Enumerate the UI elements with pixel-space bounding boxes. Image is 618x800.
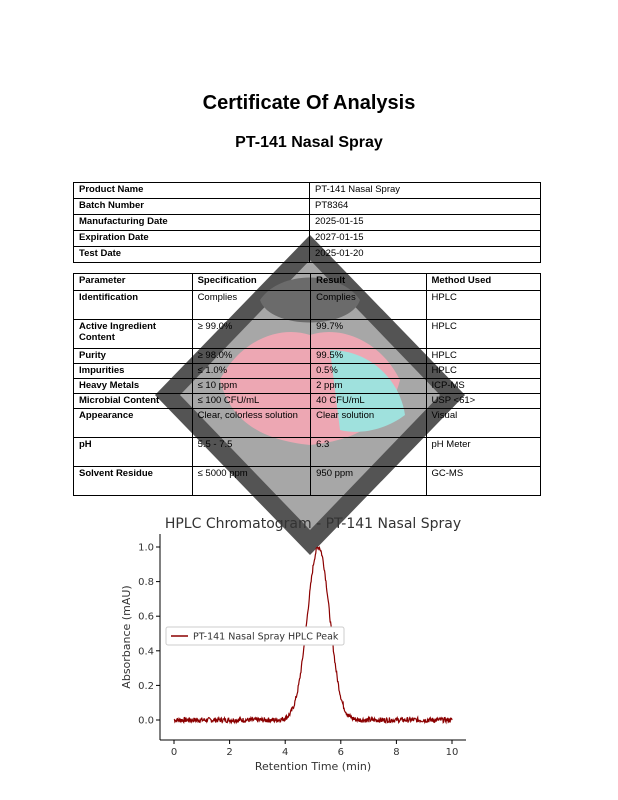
results-header-cell: Result: [311, 274, 426, 291]
x-tick-label: 8: [393, 747, 400, 758]
results-cell: ICP-MS: [426, 379, 540, 394]
product-info-row: [74, 247, 541, 263]
results-cell: Appearance: [74, 409, 193, 438]
results-cell: Complies: [192, 291, 311, 320]
results-cell: 5.5 - 7.5: [192, 438, 311, 467]
results-row: [74, 349, 541, 364]
results-row: [74, 379, 541, 394]
results-cell: HPLC: [426, 291, 540, 320]
results-row: [74, 394, 541, 409]
results-cell: HPLC: [426, 349, 540, 364]
chart-title: HPLC Chromatogram - PT-141 Nasal Spray: [164, 516, 462, 532]
hplc-chromatogram-chart: [118, 512, 478, 772]
results-cell: Purity: [74, 349, 193, 364]
results-cell: 6.3: [311, 438, 426, 467]
legend-label: PT-141 Nasal Spray HPLC Peak: [193, 631, 339, 643]
results-cell: pH: [74, 438, 193, 467]
results-cell: 99.5%: [311, 349, 426, 364]
x-tick-label: 2: [226, 747, 233, 758]
results-cell: Visual: [426, 409, 540, 438]
product-info-row: [74, 183, 541, 199]
y-tick-label: 0.6: [138, 611, 154, 623]
product-info-label: Product Name: [74, 183, 310, 199]
results-cell: Complies: [311, 291, 426, 320]
y-axis-title: Absorbance (mAU): [120, 585, 133, 689]
product-info-label: Batch Number: [74, 199, 310, 215]
results-cell: Clear solution: [311, 409, 426, 438]
results-cell: pH Meter: [426, 438, 540, 467]
results-cell: Microbial Content: [74, 394, 193, 409]
product-info-row: [74, 215, 541, 231]
product-info-row: [74, 199, 541, 215]
product-info-value: PT-141 Nasal Spray: [310, 183, 541, 199]
y-tick-label: 0.0: [138, 715, 154, 727]
results-cell: 40 CFU/mL: [311, 394, 426, 409]
product-info-value: 2025-01-20: [310, 247, 541, 263]
results-cell: ≤ 100 CFU/mL: [192, 394, 311, 409]
y-tick-label: 0.2: [138, 680, 154, 692]
results-row: [74, 409, 541, 438]
product-info-label: Manufacturing Date: [74, 215, 310, 231]
y-tick-label: 1.0: [138, 542, 154, 554]
results-row: [74, 467, 541, 496]
results-header-cell: Specification: [192, 274, 311, 291]
results-header-cell: Method Used: [426, 274, 540, 291]
results-header-cell: Parameter: [74, 274, 193, 291]
x-tick-label: 4: [282, 747, 289, 758]
product-info-row: [74, 231, 541, 247]
results-cell: ≤ 1.0%: [192, 364, 311, 379]
results-cell: HPLC: [426, 364, 540, 379]
x-tick-label: 0: [170, 747, 178, 758]
page-title: Certificate Of Analysis: [202, 92, 416, 114]
results-cell: Active Ingredient Content: [74, 320, 193, 349]
results-row: [74, 291, 541, 320]
product-info-table: [73, 182, 541, 263]
x-axis-title: Retention Time (min): [254, 760, 372, 772]
product-info-label: Test Date: [74, 247, 310, 263]
results-cell: 99.7%: [311, 320, 426, 349]
results-cell: Solvent Residue: [74, 467, 193, 496]
page-subtitle: PT-141 Nasal Spray: [235, 134, 383, 151]
results-cell: GC-MS: [426, 467, 540, 496]
results-cell: HPLC: [426, 320, 540, 349]
product-info-value: 2027-01-15: [310, 231, 541, 247]
results-cell: 0.5%: [311, 364, 426, 379]
results-cell: ≤ 10 ppm: [192, 379, 311, 394]
results-cell: Heavy Metals: [74, 379, 193, 394]
y-tick-label: 0.4: [138, 646, 154, 658]
results-cell: ≥ 98.0%: [192, 349, 311, 364]
results-cell: ≥ 99.0%: [192, 320, 311, 349]
product-info-label: Expiration Date: [74, 231, 310, 247]
results-row: [74, 438, 541, 467]
results-table: [73, 273, 541, 496]
results-cell: Identification: [74, 291, 193, 320]
results-cell: Impurities: [74, 364, 193, 379]
results-row: [74, 320, 541, 349]
results-cell: 2 ppm: [311, 379, 426, 394]
product-info-value: 2025-01-15: [310, 215, 541, 231]
x-tick-label: 6: [337, 747, 344, 758]
results-cell: 950 ppm: [311, 467, 426, 496]
results-cell: Clear, colorless solution: [192, 409, 311, 438]
x-tick-label: 10: [445, 747, 459, 758]
results-cell: ≤ 5000 ppm: [192, 467, 311, 496]
product-info-value: PT8364: [310, 199, 541, 215]
results-cell: USP <61>: [426, 394, 540, 409]
results-row: [74, 364, 541, 379]
y-tick-label: 0.8: [138, 577, 154, 589]
